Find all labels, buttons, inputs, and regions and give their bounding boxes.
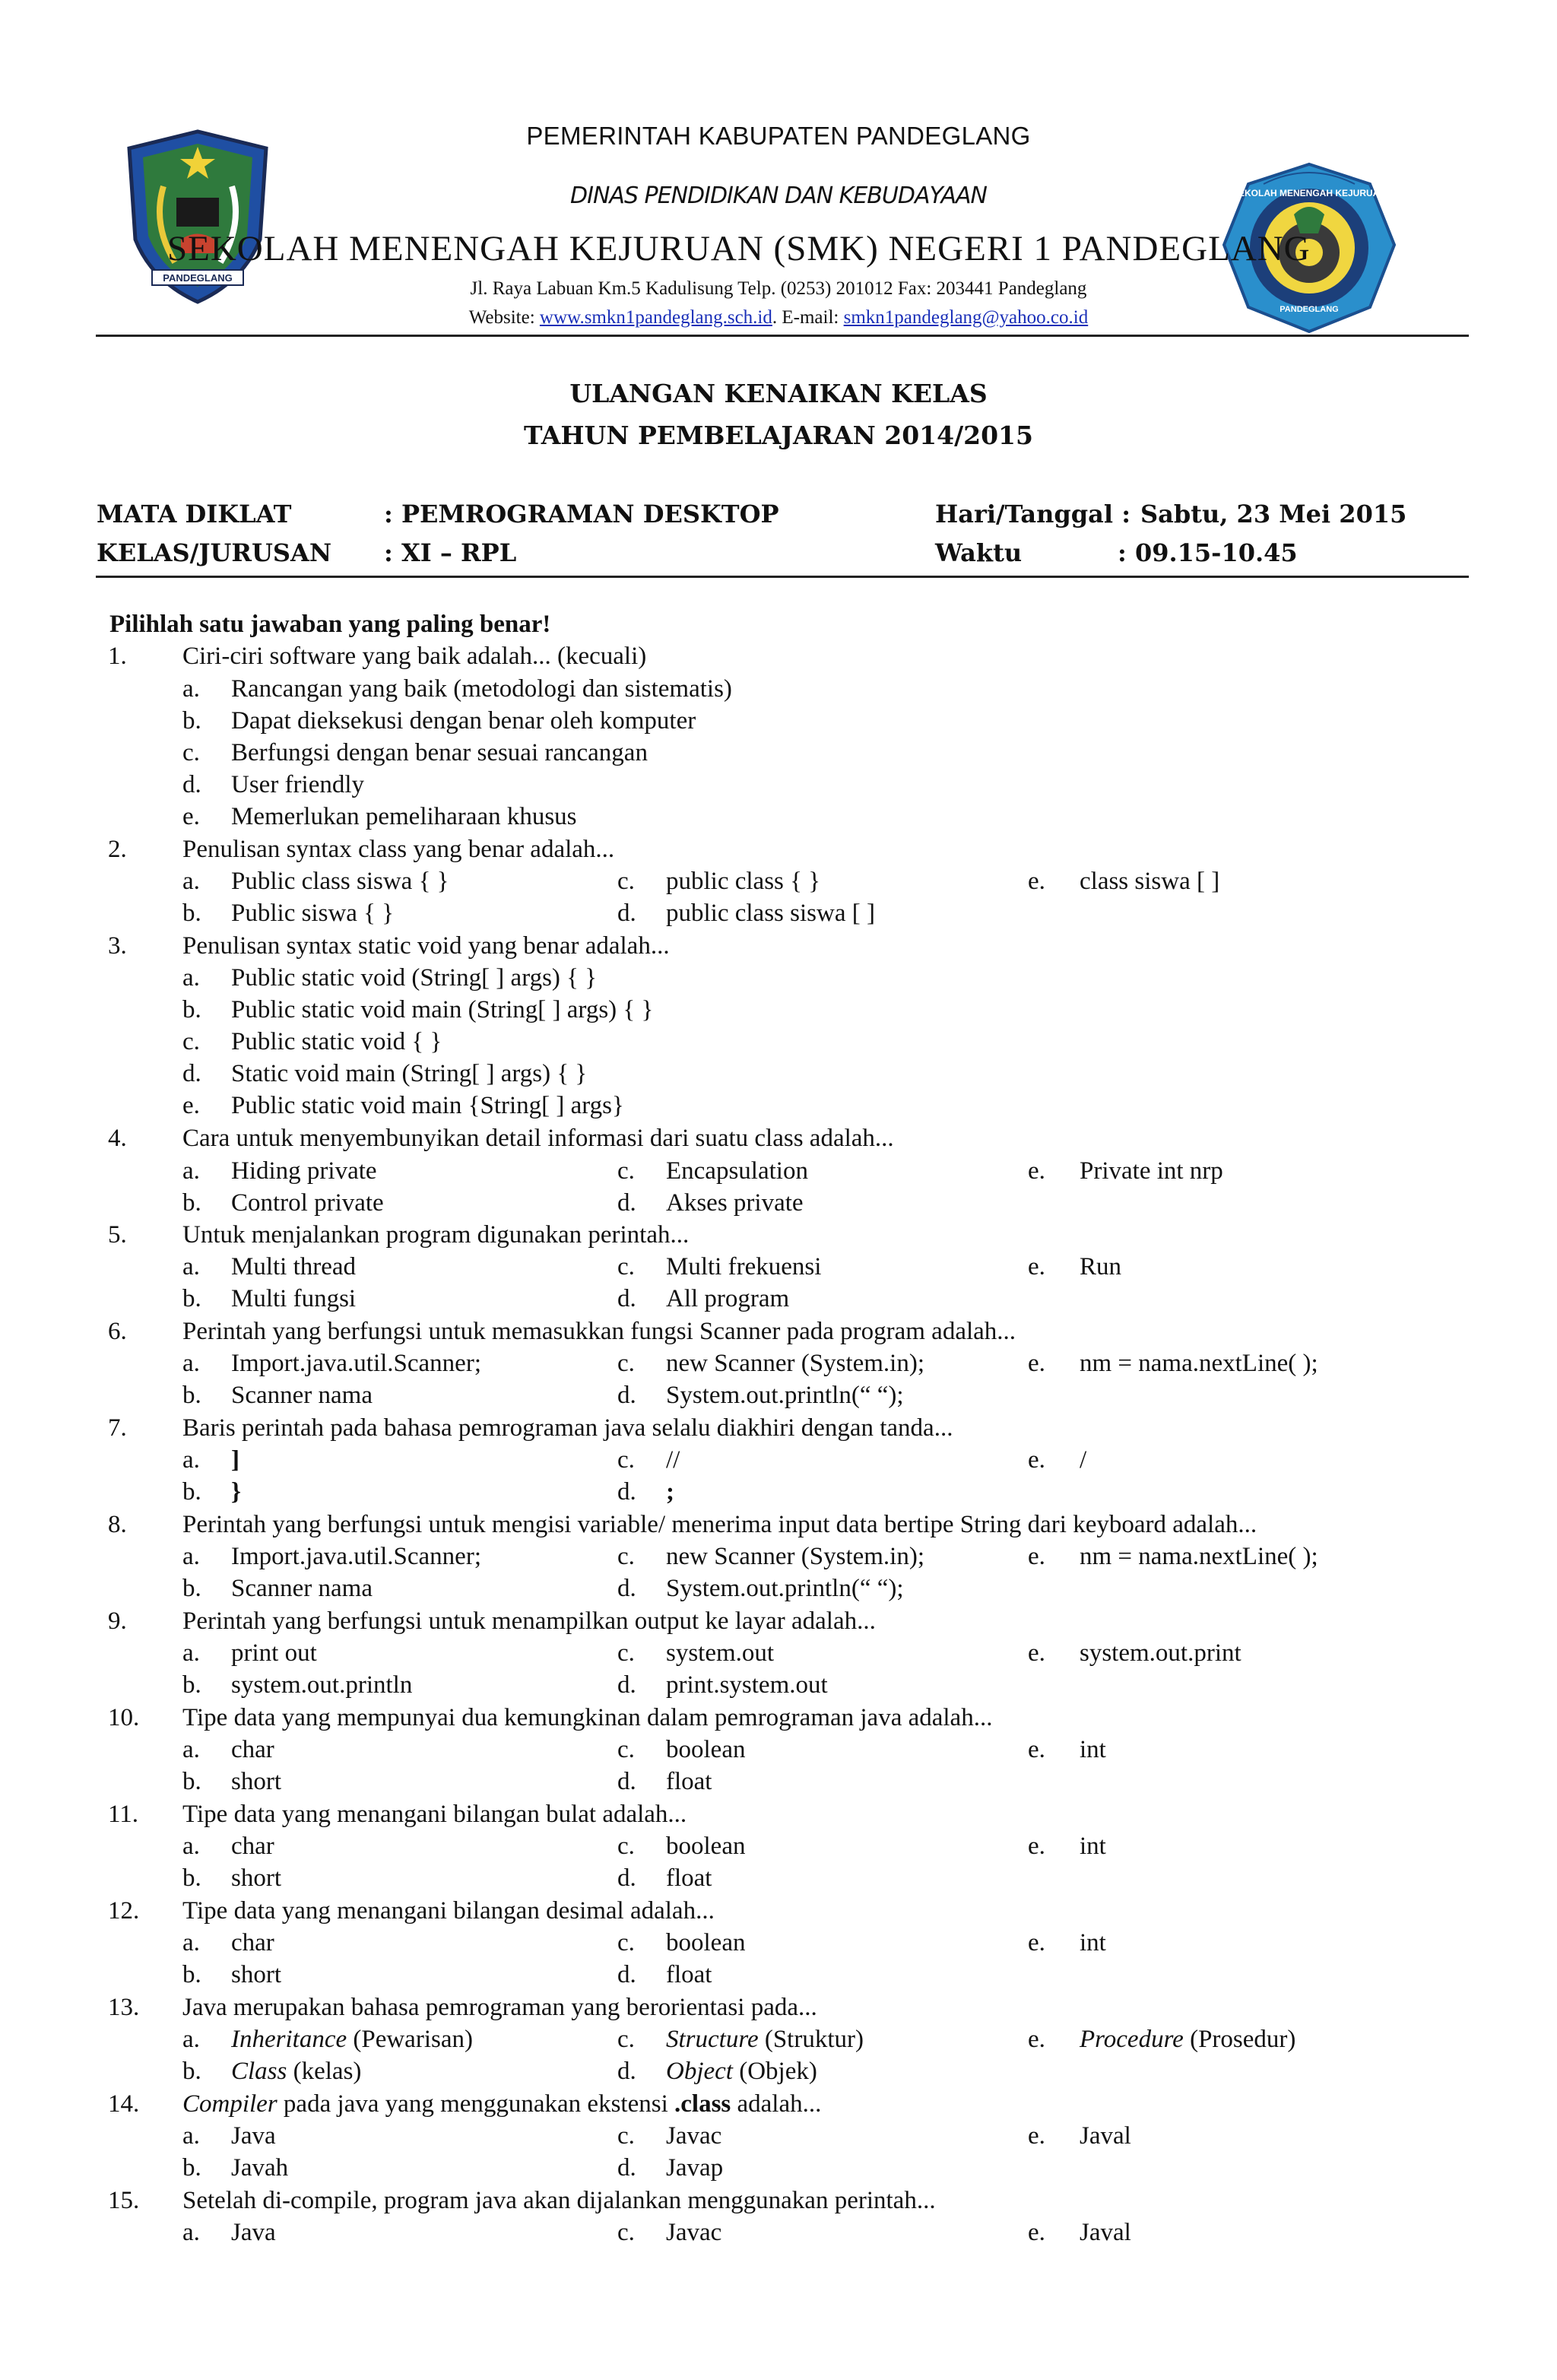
option-b[interactable]: short (231, 1768, 281, 1795)
option-b[interactable]: Dapat dieksekusi dengan benar oleh komputer (231, 707, 696, 735)
right-logo-bottom-text: PANDEGLANG (1280, 305, 1339, 314)
option-letter: a. (182, 1543, 200, 1570)
option-e[interactable]: / (1080, 1446, 1087, 1474)
option-letter: b. (182, 1671, 201, 1699)
question-number: 12. (108, 1897, 140, 1925)
option-letter: e. (1028, 2026, 1045, 2053)
option-letter: b. (182, 1382, 201, 1409)
option-b[interactable]: } (231, 1478, 242, 1506)
question-text: Perintah yang berfungsi untuk menampilkan output ke layar adalah... (182, 1607, 876, 1635)
option-letter: d. (617, 2058, 636, 2085)
hari-tanggal-label: Hari/Tanggal : (935, 500, 1131, 528)
option-d[interactable]: ; (666, 1478, 674, 1506)
option-e[interactable]: nm = nama.nextLine( ); (1080, 1543, 1318, 1570)
question-text: Java merupakan bahasa pemrograman yang berorientasi pada... (182, 1994, 817, 2021)
option-e[interactable]: int (1080, 1929, 1106, 1956)
option-a[interactable]: Import.java.util.Scanner; (231, 1350, 481, 1377)
instruction: Pilihlah satu jawaban yang paling benar! (109, 611, 551, 638)
option-d[interactable]: User friendly (231, 771, 365, 798)
question-number: 7. (108, 1414, 127, 1442)
right-logo-arc-text: SEKOLAH MENENGAH KEJURUAN (1232, 188, 1387, 198)
option-letter: b. (182, 1285, 201, 1312)
option-c[interactable]: Multi frekuensi (666, 1253, 822, 1280)
option-letter: e. (1028, 868, 1045, 895)
option-letter: a. (182, 1350, 200, 1377)
option-c[interactable]: // (666, 1446, 680, 1474)
option-letter: c. (617, 1639, 635, 1667)
question-number: 11. (108, 1801, 139, 1828)
option-letter: e. (1028, 1929, 1045, 1956)
option-c[interactable]: Javac (666, 2219, 722, 2246)
question-number: 5. (108, 1221, 127, 1249)
option-a[interactable]: Java (231, 2219, 276, 2246)
option-letter: b. (182, 900, 201, 927)
option-letter: a. (182, 868, 200, 895)
question-text: Penulisan syntax static void yang benar adalah... (182, 932, 670, 960)
option-letter: c. (182, 1028, 200, 1055)
option-a[interactable]: Multi thread (231, 1253, 357, 1280)
option-b[interactable]: Scanner nama (231, 1575, 373, 1602)
option-b[interactable]: Public siswa { } (231, 900, 395, 927)
option-a[interactable]: Java (231, 2122, 276, 2150)
option-a[interactable]: Hiding private (231, 1157, 377, 1185)
option-letter: a. (182, 1253, 200, 1280)
option-b[interactable]: Public static void main (String[ ] args) { } (231, 996, 654, 1023)
option-c[interactable]: system.out (666, 1639, 775, 1667)
option-d[interactable]: Akses private (666, 1189, 804, 1217)
option-letter: a. (182, 1929, 200, 1956)
option-letter: c. (617, 1157, 635, 1185)
question-text: Perintah yang berfungsi untuk memasukkan fungsi Scanner pada program adalah... (182, 1318, 1016, 1345)
option-letter: d. (617, 1864, 636, 1892)
exam-title: ULANGAN KENAIKAN KELAS (569, 379, 988, 408)
option-letter: a. (182, 964, 200, 992)
website-label: Website: (468, 307, 535, 328)
option-letter: e. (182, 803, 200, 830)
option-e[interactable]: Javal (1080, 2122, 1131, 2150)
option-c[interactable]: new Scanner (System.in); (666, 1543, 925, 1570)
option-letter: e. (1028, 1833, 1045, 1860)
contact-line (0, 307, 1557, 328)
option-term: Procedure (1080, 2026, 1184, 2053)
option-e[interactable]: class siswa [ ] (1080, 868, 1220, 895)
option-a[interactable] (231, 2026, 473, 2054)
question-number: 2. (108, 836, 127, 863)
option-letter: c. (617, 868, 635, 895)
option-e[interactable]: Run (1080, 1253, 1122, 1280)
option-letter: b. (182, 996, 201, 1023)
option-letter: d. (617, 1382, 636, 1409)
option-e[interactable]: Javal (1080, 2219, 1131, 2246)
option-letter: e. (1028, 1157, 1045, 1185)
option-letter: d. (617, 1285, 636, 1312)
option-a[interactable]: Rancangan yang baik (metodologi dan sistematis) (231, 675, 732, 703)
header-divider (96, 335, 1469, 337)
option-b[interactable]: short (231, 1864, 281, 1892)
option-letter: d. (617, 2154, 636, 2182)
option-e[interactable]: int (1080, 1833, 1106, 1860)
option-letter: a. (182, 1736, 200, 1763)
school-address: Jl. Raya Labuan Km.5 Kadulisung Telp. (0253) 201012 Fax: 203441 Pandeglang (470, 278, 1087, 299)
option-d[interactable]: System.out.println(“ “); (666, 1575, 904, 1602)
option-letter: d. (617, 1478, 636, 1506)
option-d[interactable]: public class siswa [ ] (666, 900, 875, 927)
kelas-jurusan-value: : XI – RPL (384, 538, 517, 567)
option-letter: d. (617, 1961, 636, 1988)
academic-year: TAHUN PEMBELAJARAN 2014/2015 (524, 420, 1033, 450)
school-name: SEKOLAH MENENGAH KEJURUAN (SMK) NEGERI 1 PANDEGLANG (167, 229, 1311, 268)
option-b[interactable] (231, 2058, 361, 2086)
waktu-value: : 09.15-10.45 (1118, 538, 1298, 567)
question-text-end: adalah... (731, 2090, 822, 2118)
option-c[interactable] (666, 2026, 864, 2054)
question-number: 4. (108, 1125, 127, 1152)
option-e[interactable]: Public static void main {String[ ] args} (231, 1092, 624, 1119)
option-a[interactable]: Public static void (String[ ] args) { } (231, 964, 598, 992)
option-letter: c. (617, 2026, 635, 2053)
waktu-label: Waktu (935, 538, 1023, 567)
option-letter: d. (182, 771, 201, 798)
option-letter: e. (1028, 1350, 1045, 1377)
option-d[interactable] (666, 2058, 817, 2086)
option-letter: c. (617, 1446, 635, 1474)
option-e[interactable]: Memerlukan pemeliharaan khusus (231, 803, 577, 830)
option-b[interactable]: Multi fungsi (231, 1285, 357, 1312)
option-letter: a. (182, 675, 200, 703)
option-letter: e. (182, 1092, 200, 1119)
option-a[interactable]: print out (231, 1639, 317, 1667)
question-text: Baris perintah pada bahasa pemrograman java selalu diakhiri dengan tanda... (182, 1414, 953, 1442)
option-c[interactable]: Javac (666, 2122, 722, 2150)
option-letter: e. (1028, 2122, 1045, 2150)
option-translation: (kelas) (287, 2058, 362, 2085)
option-c[interactable]: new Scanner (System.in); (666, 1350, 925, 1377)
option-letter: e. (1028, 1736, 1045, 1763)
info-divider (96, 576, 1469, 578)
question-number: 3. (108, 932, 127, 960)
option-letter: b. (182, 1478, 201, 1506)
question-number: 13. (108, 1994, 140, 2021)
email-label: . E-mail: (772, 307, 839, 328)
option-term: Object (666, 2058, 733, 2085)
option-letter: c. (617, 1253, 635, 1280)
option-letter: a. (182, 2026, 200, 2053)
option-letter: c. (617, 1543, 635, 1570)
kelas-jurusan-label: KELAS/JURUSAN (97, 538, 332, 567)
option-a[interactable]: char (231, 1929, 274, 1956)
option-b[interactable]: Control private (231, 1189, 384, 1217)
question-text: Tipe data yang menangani bilangan desimal adalah... (182, 1897, 715, 1925)
hari-tanggal-value: Sabtu, 23 Mei 2015 (1140, 500, 1407, 528)
option-letter: a. (182, 2122, 200, 2150)
option-b[interactable]: short (231, 1961, 281, 1988)
option-letter: c. (617, 1833, 635, 1860)
option-a[interactable]: char (231, 1736, 274, 1763)
option-d[interactable]: float (666, 1961, 712, 1988)
option-translation: (Objek) (732, 2058, 817, 2085)
question-number: 8. (108, 1511, 127, 1538)
option-d[interactable]: Javap (666, 2154, 724, 2182)
option-letter: b. (182, 1768, 201, 1795)
option-a[interactable]: char (231, 1833, 274, 1860)
email-link[interactable]: smkn1pandeglang@yahoo.co.id (843, 307, 1089, 328)
option-term: Class (231, 2058, 287, 2085)
option-letter: e. (1028, 1639, 1045, 1667)
question-number: 9. (108, 1607, 127, 1635)
option-c[interactable]: boolean (666, 1929, 746, 1956)
option-letter: d. (617, 900, 636, 927)
option-d[interactable]: print.system.out (666, 1671, 828, 1699)
option-c[interactable]: boolean (666, 1736, 746, 1763)
question-number: 1. (108, 643, 127, 670)
question-number: 6. (108, 1318, 127, 1345)
question-text: Untuk menjalankan program digunakan perintah... (182, 1221, 690, 1249)
option-c[interactable]: Public static void { } (231, 1028, 442, 1055)
question-term: Compiler (182, 2090, 277, 2118)
option-a[interactable]: Import.java.util.Scanner; (231, 1543, 481, 1570)
left-logo-ribbon-text: PANDEGLANG (163, 272, 233, 284)
option-term: Inheritance (231, 2026, 347, 2053)
option-letter: d. (617, 1671, 636, 1699)
government-name: PEMERINTAH KABUPATEN PANDEGLANG (526, 122, 1031, 150)
option-d[interactable]: System.out.println(“ “); (666, 1382, 904, 1409)
option-e[interactable]: Private int nrp (1080, 1157, 1223, 1185)
option-translation: (Pewarisan) (347, 2026, 473, 2053)
option-letter: b. (182, 1189, 201, 1217)
option-e[interactable]: nm = nama.nextLine( ); (1080, 1350, 1318, 1377)
mata-diklat-value: : PEMROGRAMAN DESKTOP (384, 500, 779, 528)
option-c[interactable]: Encapsulation (666, 1157, 808, 1185)
question-text (182, 2090, 821, 2118)
question-text: Tipe data yang mempunyai dua kemungkinan dalam pemrograman java adalah... (182, 1704, 993, 1731)
option-letter: b. (182, 2154, 201, 2182)
website-link[interactable]: www.smkn1pandeglang.sch.id (539, 307, 772, 328)
option-d[interactable]: All program (666, 1285, 790, 1312)
option-letter: c. (617, 1929, 635, 1956)
department-name: DINAS PENDIDIKAN DAN KEBUDAYAAN (570, 182, 987, 209)
option-letter: d. (617, 1768, 636, 1795)
option-letter: a. (182, 2219, 200, 2246)
option-b[interactable]: system.out.println (231, 1671, 413, 1699)
option-letter: b. (182, 2058, 201, 2085)
question-extension: .class (674, 2090, 731, 2118)
option-term: Structure (666, 2026, 759, 2053)
option-letter: a. (182, 1833, 200, 1860)
option-e[interactable]: int (1080, 1736, 1106, 1763)
option-c[interactable]: Berfungsi dengan benar sesuai rancangan (231, 739, 648, 766)
question-number: 10. (108, 1704, 140, 1731)
question-number: 14. (108, 2090, 140, 2118)
option-letter: c. (617, 1736, 635, 1763)
question-text: Ciri-ciri software yang baik adalah... (kecuali) (182, 643, 647, 670)
option-letter: a. (182, 1157, 200, 1185)
option-d[interactable]: Static void main (String[ ] args) { } (231, 1060, 588, 1087)
question-text: Perintah yang berfungsi untuk mengisi variable/ menerima input data bertipe String dari keyboard adalah... (182, 1511, 1257, 1538)
option-letter: e. (1028, 1446, 1045, 1474)
option-letter: c. (617, 2219, 635, 2246)
question-number: 15. (108, 2187, 140, 2214)
option-letter: d. (617, 1575, 636, 1602)
option-letter: c. (617, 2122, 635, 2150)
option-c[interactable]: boolean (666, 1833, 746, 1860)
mata-diklat-label: MATA DIKLAT (97, 500, 292, 528)
option-letter: b. (182, 1575, 201, 1602)
option-a[interactable]: Public class siswa { } (231, 868, 449, 895)
option-letter: a. (182, 1639, 200, 1667)
option-letter: e. (1028, 1253, 1045, 1280)
option-d[interactable]: float (666, 1864, 712, 1892)
option-letter: a. (182, 1446, 200, 1474)
option-d[interactable]: float (666, 1768, 712, 1795)
option-letter: e. (1028, 2219, 1045, 2246)
option-e[interactable] (1080, 2026, 1295, 2054)
option-letter: b. (182, 1864, 201, 1892)
question-text: Tipe data yang menangani bilangan bulat adalah... (182, 1801, 687, 1828)
question-text: Penulisan syntax class yang benar adalah... (182, 836, 615, 863)
option-b[interactable]: Scanner nama (231, 1382, 373, 1409)
question-text: Cara untuk menyembunyikan detail informasi dari suatu class adalah... (182, 1125, 894, 1152)
option-letter: e. (1028, 1543, 1045, 1570)
option-letter: d. (617, 1189, 636, 1217)
question-text-mid: pada java yang menggunakan ekstensi (277, 2090, 674, 2118)
option-letter: d. (182, 1060, 201, 1087)
option-letter: b. (182, 1961, 201, 1988)
option-translation: (Prosedur) (1183, 2026, 1296, 2053)
option-translation: (Struktur) (758, 2026, 864, 2053)
option-c[interactable]: public class { } (666, 868, 821, 895)
option-letter: b. (182, 707, 201, 735)
question-text: Setelah di-compile, program java akan dijalankan menggunakan perintah... (182, 2187, 936, 2214)
option-e[interactable]: system.out.print (1080, 1639, 1241, 1667)
option-b[interactable]: Javah (231, 2154, 289, 2182)
option-letter: c. (617, 1350, 635, 1377)
option-letter: c. (182, 739, 200, 766)
option-a[interactable]: ] (231, 1446, 239, 1474)
